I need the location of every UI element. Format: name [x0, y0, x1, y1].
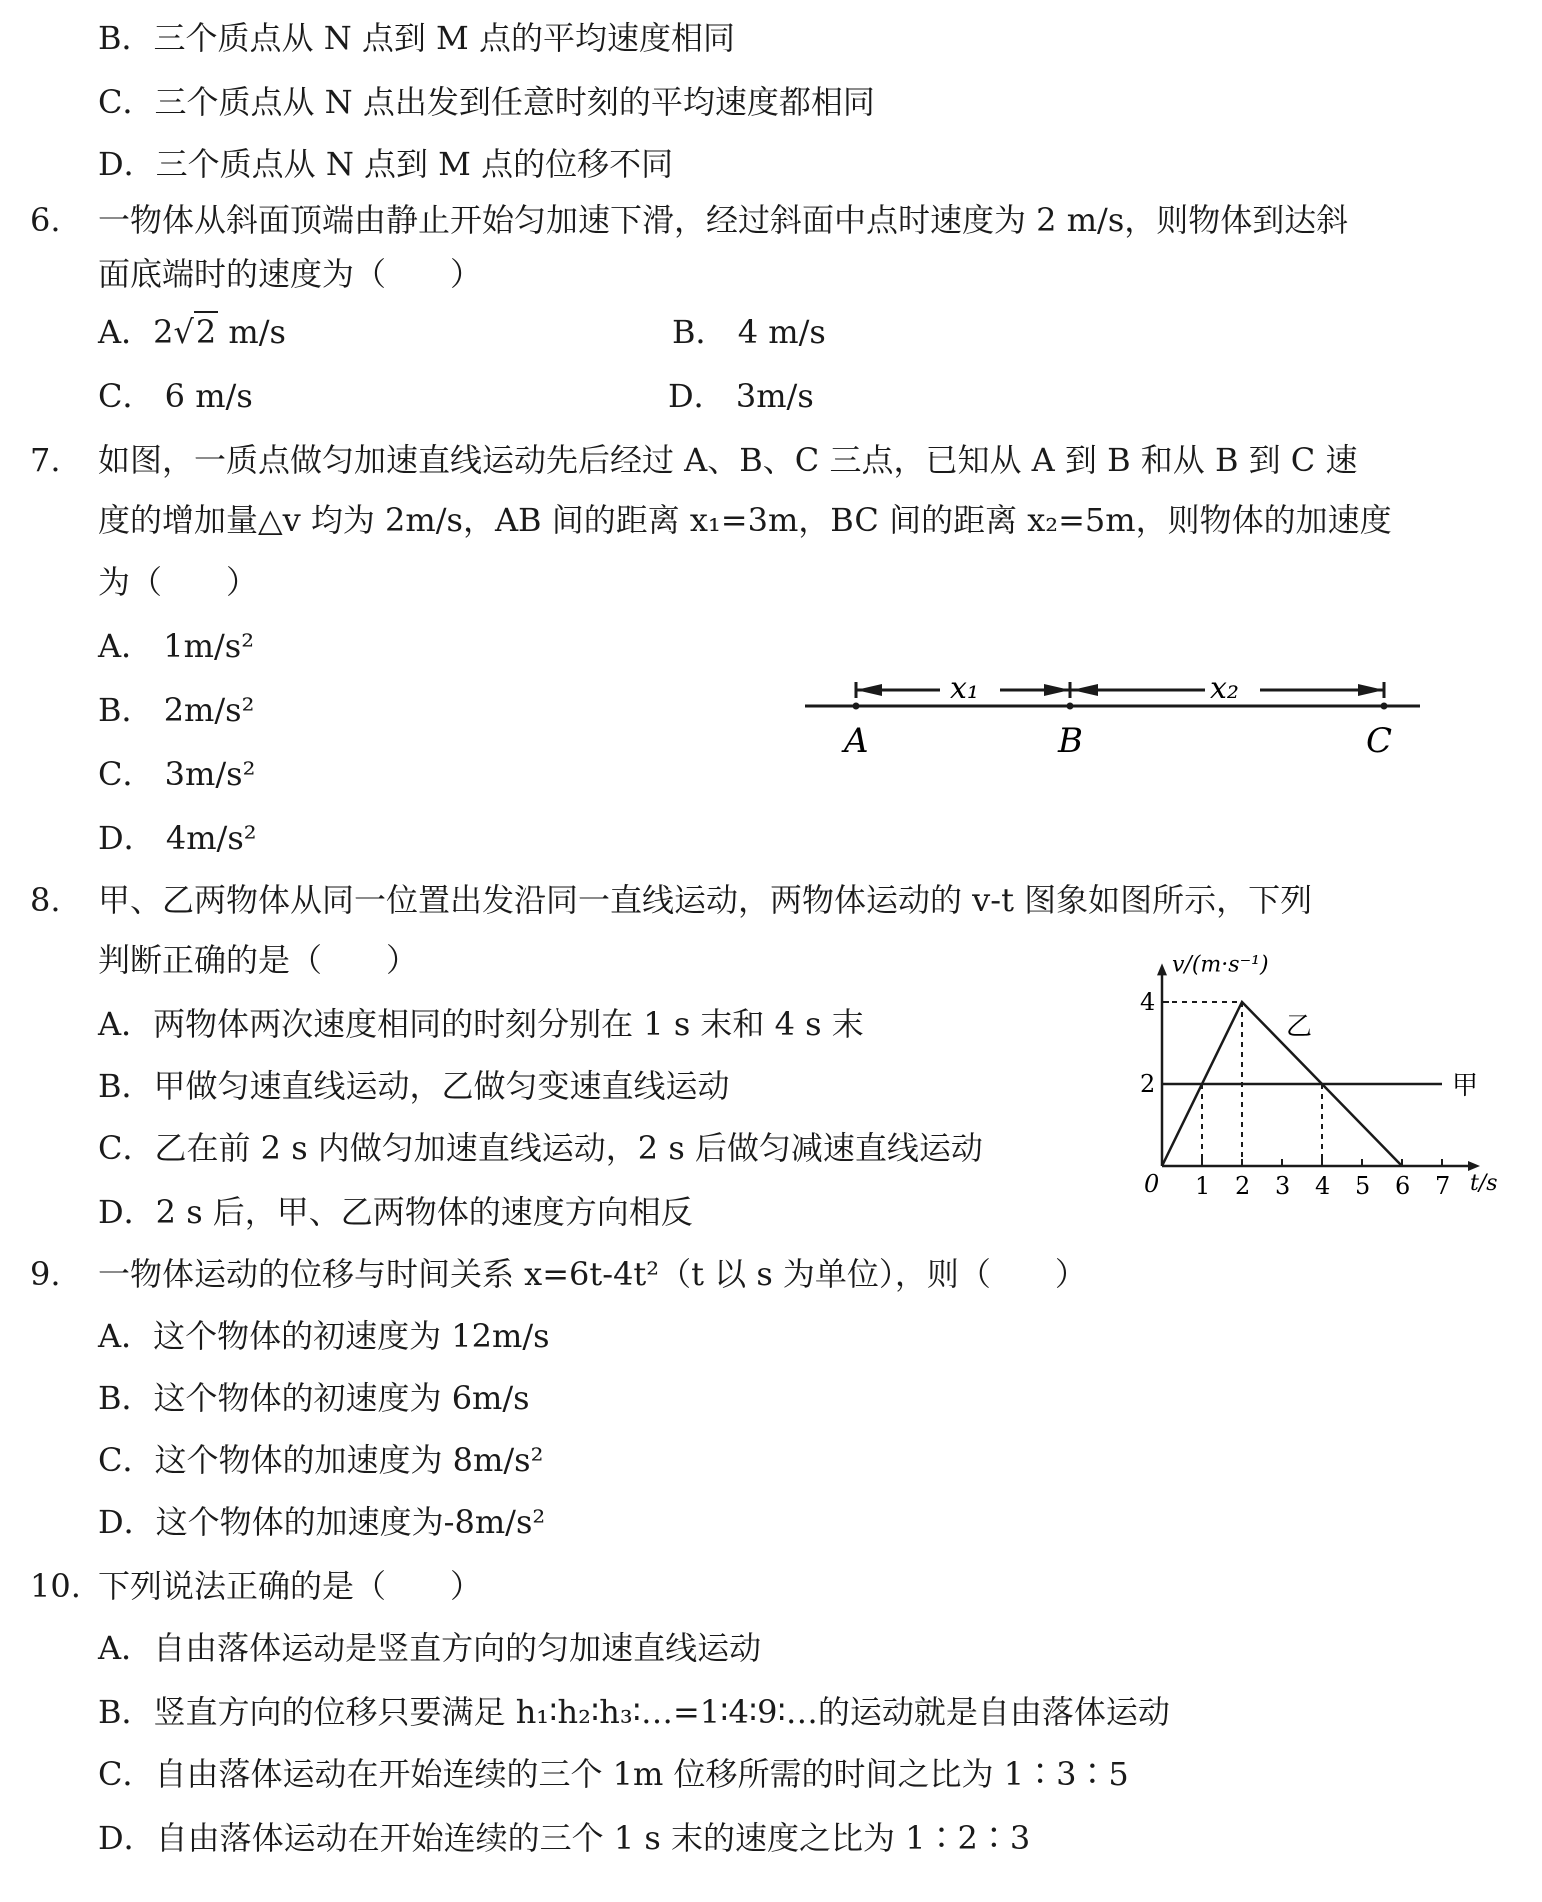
q6-option-d: D． 3m/s [668, 377, 814, 415]
x-tick-label: 3 [1275, 1172, 1291, 1200]
point-c [1381, 703, 1388, 710]
y-tick-label: 2 [1140, 1070, 1156, 1098]
q6-option-c: C． 6 m/s [98, 377, 253, 415]
q7-stem-line1: 如图，一质点做匀加速直线运动先后经过 A、B、C 三点，已知从 A 到 B 和从 B 到 C 速 [98, 441, 1358, 479]
q8-stem-line1: 甲、乙两物体从同一位置出发沿同一直线运动，两物体运动的 v-t 图象如图所示，下列 [98, 881, 1313, 919]
x-tick-label: 6 [1395, 1172, 1411, 1200]
q7-number: 7. [30, 441, 61, 479]
q5-option-b: B．三个质点从 N 点到 M 点的平均速度相同 [98, 19, 735, 57]
q7-stem-line3: 为（ ） [98, 563, 259, 601]
origin-label: 0 [1144, 1170, 1160, 1198]
x-tick-label: 2 [1235, 1172, 1251, 1200]
q8-option-b: B．甲做匀速直线运动，乙做匀变速直线运动 [98, 1067, 730, 1105]
q10-stem: 下列说法正确的是（ ） [98, 1567, 483, 1605]
q7-segment-diagram [800, 660, 1430, 770]
x-tick-label: 4 [1315, 1172, 1331, 1200]
series-yi-label: 乙 [1286, 1011, 1313, 1042]
q6-number: 6. [30, 201, 61, 239]
q9-option-c: C．这个物体的加速度为 8m/s² [98, 1441, 544, 1479]
point-a [853, 703, 860, 710]
q6-stem-line2: 面底端时的速度为（ ） [98, 255, 483, 293]
x-tick-label: 1 [1195, 1172, 1211, 1200]
x1-label: x₁ [950, 671, 979, 706]
x-tick-label: 7 [1435, 1172, 1451, 1200]
q9-stem: 一物体运动的位移与时间关系 x=6t-4t²（t 以 s 为单位），则（ ） [98, 1255, 1087, 1293]
point-b [1067, 703, 1074, 710]
q5-option-c: C．三个质点从 N 点出发到任意时刻的平均速度都相同 [98, 83, 875, 121]
q9-option-b: B．这个物体的初速度为 6m/s [98, 1379, 530, 1417]
q5-option-d: D．三个质点从 N 点到 M 点的位移不同 [98, 145, 674, 183]
point-b-label: B [1058, 721, 1083, 761]
x-axis-arrow [1468, 1161, 1480, 1171]
y-axis-label: v/(m·s⁻¹) [1172, 952, 1269, 978]
q10-number: 10. [30, 1567, 81, 1605]
q10-option-a: A．自由落体运动是竖直方向的匀加速直线运动 [98, 1629, 762, 1667]
q7-option-b: B． 2m/s² [98, 691, 255, 729]
sqrt-symbol: √2 [173, 313, 217, 351]
q9-option-a: A．这个物体的初速度为 12m/s [98, 1317, 550, 1355]
series-jia-label: 甲 [1452, 1071, 1479, 1101]
q6-option-a-prefix: A．2 [98, 313, 174, 351]
y-axis-arrow [1157, 963, 1167, 975]
q7-stem-line2: 度的增加量△v 均为 2m/s，AB 间的距离 x₁=3m，BC 间的距离 x₂=5m，则物体的加速度 [98, 501, 1392, 539]
x1-arrow-left [856, 684, 882, 696]
x2-label: x₂ [1210, 671, 1239, 706]
q9-option-d: D．这个物体的加速度为-8m/s² [98, 1503, 546, 1541]
q6-option-a-unit: m/s [218, 313, 286, 351]
q10-option-c: C．自由落体运动在开始连续的三个 1m 位移所需的时间之比为 1∶3∶5 [98, 1755, 1129, 1793]
q6-option-a [98, 312, 286, 352]
q6-option-b: B． 4 m/s [672, 313, 826, 351]
q10-option-b: B．竖直方向的位移只要满足 h₁∶h₂∶h₃∶…=1∶4∶9∶…的运动就是自由落体运动 [98, 1693, 1170, 1731]
q10-option-d: D．自由落体运动在开始连续的三个 1 s 末的速度之比为 1∶2∶3 [98, 1819, 1031, 1857]
q8-number: 8. [30, 881, 61, 919]
q8-vt-chart [1130, 930, 1540, 1220]
q8-stem-line2: 判断正确的是（ ） [98, 941, 419, 979]
sqrt-radicand: 2 [195, 313, 217, 351]
x2-arrow-left [1072, 684, 1098, 696]
x-axis-label: t/s [1470, 1171, 1498, 1196]
y-tick-label: 4 [1140, 988, 1156, 1016]
q8-option-d: D．2 s 后，甲、乙两物体的速度方向相反 [98, 1193, 693, 1231]
q6-stem-line1: 一物体从斜面顶端由静止开始匀加速下滑，经过斜面中点时速度为 2 m/s，则物体到达斜 [98, 201, 1349, 239]
x-tick-label: 5 [1355, 1172, 1371, 1200]
q7-option-c: C． 3m/s² [98, 755, 256, 793]
q8-option-a: A．两物体两次速度相同的时刻分别在 1 s 末和 4 s 末 [98, 1005, 864, 1043]
point-c-label: C [1366, 721, 1393, 761]
q7-option-d: D． 4m/s² [98, 819, 257, 857]
q7-option-a: A． 1m/s² [98, 627, 255, 665]
x2-arrow-right [1358, 684, 1384, 696]
x1-arrow-right [1044, 684, 1070, 696]
q9-number: 9. [30, 1255, 61, 1293]
q8-option-c: C．乙在前 2 s 内做匀加速直线运动，2 s 后做匀减速直线运动 [98, 1129, 983, 1167]
point-a-label: A [844, 721, 869, 761]
